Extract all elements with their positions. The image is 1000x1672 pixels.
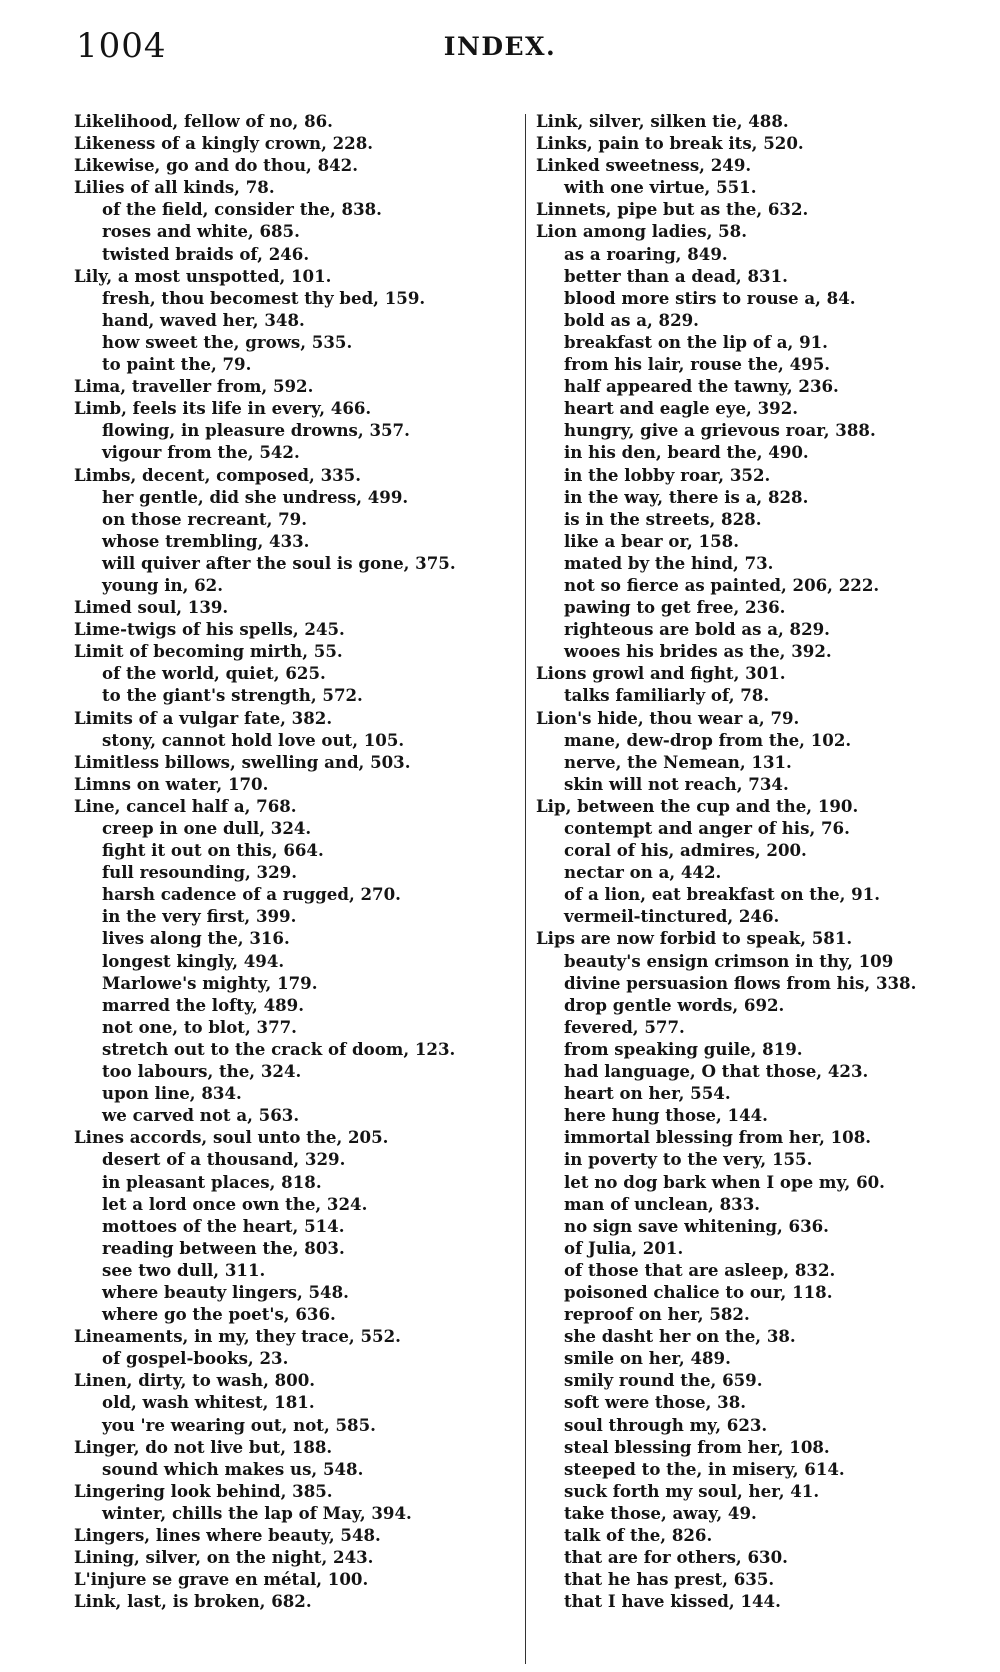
index-subentry: nerve, the Nemean, 131. xyxy=(564,751,792,772)
column-divider xyxy=(525,114,526,1664)
index-subentry: fresh, thou becomest thy bed, 159. xyxy=(102,287,426,308)
index-subentry: Marlowe's mighty, 179. xyxy=(102,972,318,993)
index-subentry: vermeil-tinctured, 246. xyxy=(564,906,780,927)
index-subentry: twisted braids of, 246. xyxy=(102,243,310,264)
index-subentry: take those, away, 49. xyxy=(564,1502,757,1523)
index-entry: Limit of becoming mirth, 55. xyxy=(74,641,343,662)
index-subentry: from speaking guile, 819. xyxy=(564,1038,803,1059)
index-subentry: longest kingly, 494. xyxy=(102,950,285,971)
index-subentry: of the field, consider the, 838. xyxy=(102,199,382,220)
index-entry: Lip, between the cup and the, 190. xyxy=(536,795,859,816)
index-subentry: will quiver after the soul is gone, 375. xyxy=(102,552,456,573)
page-title: INDEX. xyxy=(443,32,557,61)
index-entry: Link, last, is broken, 682. xyxy=(74,1591,312,1612)
index-subentry: sound which makes us, 548. xyxy=(102,1458,364,1479)
index-subentry: nectar on a, 442. xyxy=(564,862,722,883)
index-subentry: too labours, the, 324. xyxy=(102,1061,302,1082)
index-subentry: how sweet the, grows, 535. xyxy=(102,331,353,352)
index-subentry: let no dog bark when I ope my, 60. xyxy=(564,1171,885,1192)
index-subentry: suck forth my soul, her, 41. xyxy=(564,1480,820,1501)
index-entry: Limits of a vulgar fate, 382. xyxy=(74,707,333,728)
index-subentry: vigour from the, 542. xyxy=(102,442,300,463)
index-subentry: mane, dew-drop from the, 102. xyxy=(564,729,852,750)
index-subentry: with one virtue, 551. xyxy=(564,177,757,198)
index-subentry: fevered, 577. xyxy=(564,1016,685,1037)
index-subentry: wooes his brides as the, 392. xyxy=(564,641,832,662)
index-subentry: harsh cadence of a rugged, 270. xyxy=(102,884,401,905)
index-subentry: like a bear or, 158. xyxy=(564,530,739,551)
index-subentry: smily round the, 659. xyxy=(564,1370,763,1391)
index-subentry: not one, to blot, 377. xyxy=(102,1016,297,1037)
page-header xyxy=(0,26,1000,76)
index-column-right xyxy=(536,110,991,1612)
index-subentry: lives along the, 316. xyxy=(102,928,290,949)
index-subentry: young in, 62. xyxy=(102,574,224,595)
index-subentry: see two dull, 311. xyxy=(102,1259,266,1280)
index-subentry: in the way, there is a, 828. xyxy=(564,486,809,507)
index-subentry: righteous are bold as a, 829. xyxy=(564,619,830,640)
index-entry: Lily, a most unspotted, 101. xyxy=(74,265,332,286)
index-subentry: of the world, quiet, 625. xyxy=(102,663,326,684)
index-subentry: of a lion, eat breakfast on the, 91. xyxy=(564,884,881,905)
index-subentry: blood more stirs to rouse a, 84. xyxy=(564,287,856,308)
index-entry: L'injure se grave en métal, 100. xyxy=(74,1569,369,1590)
index-entry: Linen, dirty, to wash, 800. xyxy=(74,1370,316,1391)
index-subentry: skin will not reach, 734. xyxy=(564,773,789,794)
index-entry: Limb, feels its life in every, 466. xyxy=(74,398,372,419)
index-subentry: mottoes of the heart, 514. xyxy=(102,1215,345,1236)
index-subentry: reproof on her, 582. xyxy=(564,1304,750,1325)
index-subentry: upon line, 834. xyxy=(102,1083,242,1104)
page-number: 1004 xyxy=(76,26,167,66)
index-subentry: contempt and anger of his, 76. xyxy=(564,818,850,838)
index-subentry: where go the poet's, 636. xyxy=(102,1304,336,1325)
index-entry: Likeness of a kingly crown, 228. xyxy=(74,133,374,154)
index-subentry: of Julia, 201. xyxy=(564,1237,684,1258)
index-subentry: divine persuasion flows from his, 338. xyxy=(564,972,917,993)
index-subentry: you 're wearing out, not, 585. xyxy=(102,1414,376,1435)
index-subentry: full resounding, 329. xyxy=(102,862,297,883)
index-subentry: smile on her, 489. xyxy=(564,1348,731,1369)
index-subentry: in the very first, 399. xyxy=(102,906,297,927)
index-subentry: immortal blessing from her, 108. xyxy=(564,1127,872,1148)
index-entry: Lingering look behind, 385. xyxy=(74,1480,333,1501)
index-subentry: talks familiarly of, 78. xyxy=(564,685,770,706)
index-subentry: beauty's ensign crimson in thy, 109 xyxy=(564,950,894,971)
index-entry: Lion among ladies, 58. xyxy=(536,221,747,242)
index-subentry: half appeared the tawny, 236. xyxy=(564,376,839,397)
index-subentry: hand, waved her, 348. xyxy=(102,309,305,330)
index-subentry: man of unclean, 833. xyxy=(564,1193,761,1214)
index-subentry: heart on her, 554. xyxy=(564,1083,731,1104)
index-subentry: marred the lofty, 489. xyxy=(102,994,304,1015)
index-subentry: in his den, beard the, 490. xyxy=(564,442,809,463)
index-entry: Limed soul, 139. xyxy=(74,597,229,618)
index-entry: Lime-twigs of his spells, 245. xyxy=(74,619,345,640)
index-entry: Linger, do not live but, 188. xyxy=(74,1436,333,1457)
index-entry: Links, pain to break its, 520. xyxy=(536,133,804,154)
index-subentry: soft were those, 38. xyxy=(564,1392,747,1413)
index-subentry: on those recreant, 79. xyxy=(102,508,307,529)
index-subentry: steeped to the, in misery, 614. xyxy=(564,1458,845,1479)
index-subentry: better than a dead, 831. xyxy=(564,265,788,286)
index-subentry: that are for others, 630. xyxy=(564,1547,788,1568)
index-entry: Link, silver, silken tie, 488. xyxy=(536,111,789,131)
index-subentry: poisoned chalice to our, 118. xyxy=(564,1281,833,1302)
index-subentry: we carved not a, 563. xyxy=(102,1105,300,1126)
index-subentry: from his lair, rouse the, 495. xyxy=(564,354,831,375)
index-entry: Lines accords, soul unto the, 205. xyxy=(74,1127,389,1148)
index-subentry: to paint the, 79. xyxy=(102,354,252,375)
index-subentry: coral of his, admires, 200. xyxy=(564,840,807,861)
index-subentry: is in the streets, 828. xyxy=(564,508,762,529)
index-subentry: hungry, give a grievous roar, 388. xyxy=(564,420,876,441)
index-subentry: her gentle, did she undress, 499. xyxy=(102,486,409,507)
index-subentry: in poverty to the very, 155. xyxy=(564,1149,813,1170)
index-subentry: flowing, in pleasure drowns, 357. xyxy=(102,420,410,441)
index-subentry: here hung those, 144. xyxy=(564,1105,768,1126)
index-entry: Lineaments, in my, they trace, 552. xyxy=(74,1326,401,1347)
index-subentry: bold as a, 829. xyxy=(564,309,699,330)
index-subentry: roses and white, 685. xyxy=(102,221,300,242)
index-subentry: no sign save whitening, 636. xyxy=(564,1215,829,1236)
index-subentry: she dasht her on the, 38. xyxy=(564,1326,796,1347)
index-subentry: that he has prest, 635. xyxy=(564,1569,775,1590)
index-entry: Likewise, go and do thou, 842. xyxy=(74,155,358,176)
index-subentry: to the giant's strength, 572. xyxy=(102,685,363,706)
index-subentry: stretch out to the crack of doom, 123. xyxy=(102,1038,456,1059)
index-entry: Limbs, decent, composed, 335. xyxy=(74,464,362,485)
index-entry: Lion's hide, thou wear a, 79. xyxy=(536,707,800,728)
index-entry: Linked sweetness, 249. xyxy=(536,155,752,176)
index-subentry: fight it out on this, 664. xyxy=(102,840,324,861)
index-subentry: winter, chills the lap of May, 394. xyxy=(102,1502,412,1523)
index-subentry: reading between the, 803. xyxy=(102,1237,345,1258)
index-subentry: breakfast on the lip of a, 91. xyxy=(564,331,828,352)
index-subentry: drop gentle words, 692. xyxy=(564,994,785,1015)
index-subentry: let a lord once own the, 324. xyxy=(102,1193,368,1214)
index-entry: Linnets, pipe but as the, 632. xyxy=(536,199,809,220)
index-entry: Limns on water, 170. xyxy=(74,773,269,794)
index-subentry: pawing to get free, 236. xyxy=(564,597,786,618)
index-entry: Lilies of all kinds, 78. xyxy=(74,177,275,198)
index-subentry: heart and eagle eye, 392. xyxy=(564,398,799,419)
index-subentry: where beauty lingers, 548. xyxy=(102,1281,349,1302)
index-subentry: as a roaring, 849. xyxy=(564,243,728,264)
index-subentry: steal blessing from her, 108. xyxy=(564,1436,830,1457)
index-subentry: of those that are asleep, 832. xyxy=(564,1259,836,1280)
index-subentry: talk of the, 826. xyxy=(564,1525,713,1545)
index-entry: Lima, traveller from, 592. xyxy=(74,376,314,397)
index-subentry: desert of a thousand, 329. xyxy=(102,1149,346,1170)
index-subentry: that I have kissed, 144. xyxy=(564,1591,781,1612)
index-subentry: in the lobby roar, 352. xyxy=(564,464,771,485)
index-subentry: of gospel-books, 23. xyxy=(102,1348,289,1369)
index-subentry: in pleasant places, 818. xyxy=(102,1171,322,1192)
index-entry: Lips are now forbid to speak, 581. xyxy=(536,928,853,949)
index-entry: Line, cancel half a, 768. xyxy=(74,795,297,816)
index-subentry: had language, O that those, 423. xyxy=(564,1061,869,1082)
index-entry: Likelihood, fellow of no, 86. xyxy=(74,111,333,131)
index-entry: Lions growl and fight, 301. xyxy=(536,663,786,684)
index-subentry: not so fierce as painted, 206, 222. xyxy=(564,574,880,595)
index-subentry: mated by the hind, 73. xyxy=(564,552,774,573)
index-entry: Lingers, lines where beauty, 548. xyxy=(74,1525,381,1545)
index-subentry: creep in one dull, 324. xyxy=(102,818,312,838)
index-subentry: stony, cannot hold love out, 105. xyxy=(102,729,405,750)
index-subentry: soul through my, 623. xyxy=(564,1414,768,1435)
index-entry: Lining, silver, on the night, 243. xyxy=(74,1547,374,1568)
index-subentry: old, wash whitest, 181. xyxy=(102,1392,315,1413)
index-column-left xyxy=(74,110,519,1612)
index-subentry: whose trembling, 433. xyxy=(102,530,310,551)
index-entry: Limitless billows, swelling and, 503. xyxy=(74,751,411,772)
